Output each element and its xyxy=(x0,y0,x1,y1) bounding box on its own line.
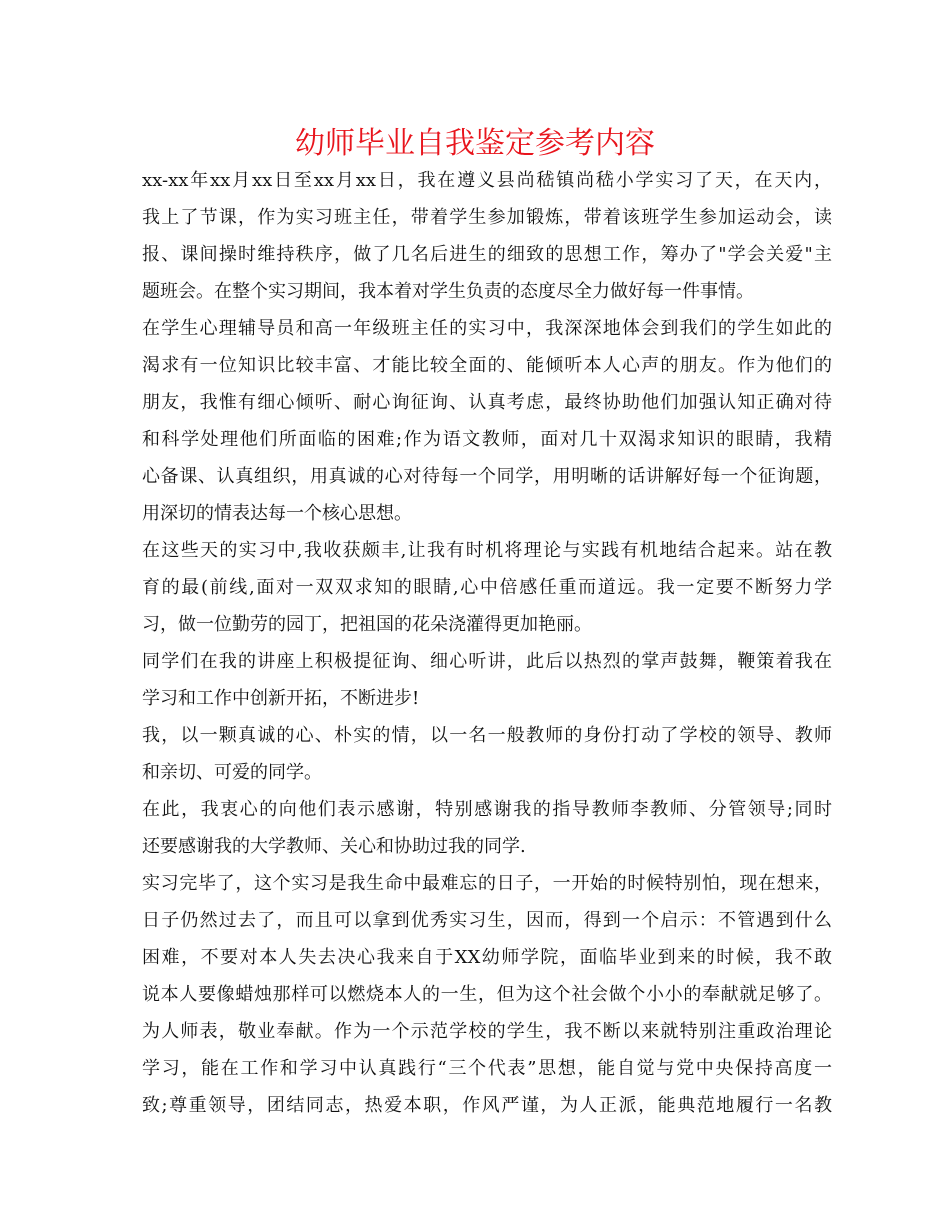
text-line: 渴求有一位知识比较丰富、才能比较全面的、能倾听本人心声的朋友。作为他们的 xyxy=(142,355,832,376)
text-line: 在此，我衷心的向他们表示感谢，特别感谢我的指导教师李教师、分管领导;同时 xyxy=(142,799,832,820)
text-line: 困难，不要对本人失去决心我来自于XX幼师学院，面临毕业到来的时候，我不敢 xyxy=(142,947,832,968)
text-line: 心备课、认真组织，用真诚的心对待每一个同学，用明晰的话讲解好每一个征询题， xyxy=(142,466,832,487)
text-line: 习，做一位勤劳的园丁，把祖国的花朵浇灌得更加艳丽。 xyxy=(142,614,592,635)
text-line: 我上了节课，作为实习班主任，带着学生参加锻炼，带着该班学生参加运动会，读 xyxy=(142,207,832,228)
text-line: 育的最(前线,面对一双双求知的眼睛,心中倍感任重而道远。我一定要不断努力学 xyxy=(142,577,832,598)
text-line: xx-xx年xx月xx日至xx月xx日，我在遵义县尚嵇镇尚嵇小学实习了天，在天内， xyxy=(142,170,832,191)
text-line: 同学们在我的讲座上积极提征询、细心听讲，此后以热烈的掌声鼓舞，鞭策着我在 xyxy=(142,651,832,672)
text-line: 还要感谢我的大学教师、关心和协助过我的同学. xyxy=(142,836,526,857)
document-title: 幼师毕业自我鉴定参考内容 xyxy=(295,126,655,161)
text-line: 题班会。在整个实习期间，我本着对学生负责的态度尽全力做好每一件事情。 xyxy=(142,281,754,302)
text-line: 在这些天的实习中,我收获颇丰,让我有时机将理论与实践有机地结合起来。站在教 xyxy=(142,540,832,561)
text-line: 学习和工作中创新开拓，不断进步! xyxy=(142,688,420,709)
text-line: 说本人要像蜡烛那样可以燃烧本人的一生，但为这个社会做个小小的奉献就足够了。 xyxy=(142,984,832,1005)
text-line: 和科学处理他们所面临的困难;作为语文教师，面对几十双渴求知识的眼睛，我精 xyxy=(142,429,832,450)
document-body xyxy=(142,162,832,1124)
text-line: 在学生心理辅导员和高一年级班主任的实习中，我深深地体会到我们的学生如此的 xyxy=(142,318,832,339)
text-line: 报、课间操时维持秩序，做了几名后进生的细致的思想工作，筹办了"学会关爱"主 xyxy=(142,244,832,265)
text-line: 致;尊重领导，团结同志，热爱本职，作风严谨，为人正派，能典范地履行一名教 xyxy=(142,1095,832,1116)
text-line: 实习完毕了，这个实习是我生命中最难忘的日子，一开始的时候特别怕，现在想来， xyxy=(142,873,832,894)
text-line: 我，以一颗真诚的心、朴实的情，以一名一般教师的身份打动了学校的领导、教师 xyxy=(142,725,832,746)
text-line: 朋友，我惟有细心倾听、耐心询征询、认真考虑，最终协助他们加强认知正确对待 xyxy=(142,392,832,413)
text-line: 和亲切、可爱的同学。 xyxy=(142,762,322,783)
text-line: 学习，能在工作和学习中认真践行“三个代表”思想，能自觉与党中央保持高度一 xyxy=(142,1058,832,1079)
text-line: 日子仍然过去了，而且可以拿到优秀实习生，因而，得到一个启示：不管遇到什么 xyxy=(142,910,832,931)
text-line: 用深切的情表达每一个核心思想。 xyxy=(142,503,412,524)
text-line: 为人师表，敬业奉献。作为一个示范学校的学生，我不断以来就特别注重政治理论 xyxy=(142,1021,832,1042)
